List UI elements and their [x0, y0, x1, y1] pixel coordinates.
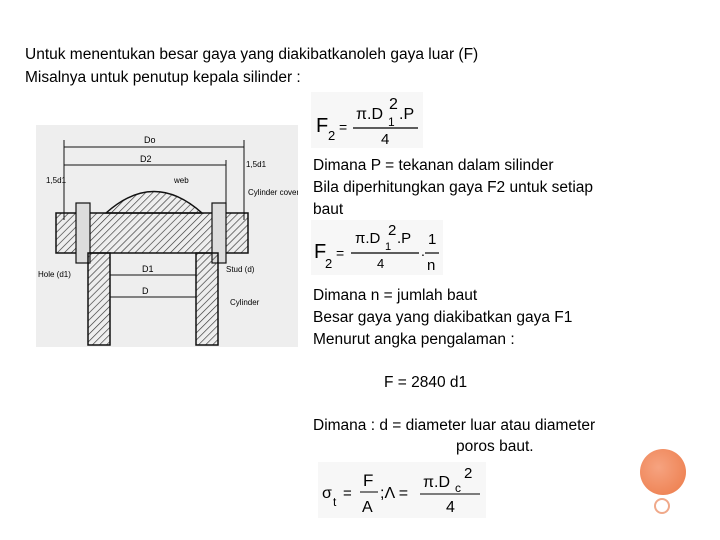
intro-line-1: Untuk menentukan besar gaya yang diakibatkanoleh gaya luar (F): [25, 46, 479, 63]
svg-text:Hole (d1): Hole (d1): [38, 270, 71, 279]
desc1-line-1: Dimana P = tekanan dalam silinder: [313, 157, 554, 174]
svg-text:4: 4: [446, 499, 455, 516]
svg-text:2: 2: [464, 465, 473, 482]
svg-text:=: =: [339, 119, 348, 135]
svg-text:D1: D1: [142, 264, 154, 274]
equation-force-per-bolt: [311, 220, 443, 275]
svg-text:1: 1: [428, 231, 437, 248]
svg-text:n: n: [427, 257, 436, 274]
svg-text:1,5d1: 1,5d1: [246, 160, 267, 169]
svg-text:2: 2: [328, 128, 336, 143]
desc1-line-2: Bila diperhitungkan gaya F2 untuk setiap: [313, 179, 594, 196]
svg-text:π.D: π.D: [355, 230, 381, 247]
empirical-formula: F = 2840 d1: [384, 374, 468, 391]
svg-text:1,5d1: 1,5d1: [46, 176, 67, 185]
svg-text:1: 1: [388, 115, 395, 129]
svg-text:D2: D2: [140, 154, 152, 164]
svg-text:1: 1: [385, 241, 392, 253]
svg-text:Stud (d): Stud (d): [226, 265, 255, 274]
svg-text:2: 2: [389, 96, 398, 113]
svg-text:σ: σ: [322, 485, 332, 502]
svg-text:=: =: [336, 245, 345, 261]
svg-text:π.D: π.D: [356, 106, 384, 123]
svg-text:Cylinder: Cylinder: [230, 298, 260, 307]
svg-text:F: F: [316, 115, 329, 137]
svg-text:=: =: [343, 485, 352, 502]
svg-text:web: web: [174, 176, 189, 185]
desc3-line-2: poros baut.: [456, 438, 534, 455]
intro-line-2: Misalnya untuk penutup kepala silinder :: [25, 69, 301, 86]
desc3-line-1: Dimana : d = diameter luar atau diameter: [313, 417, 596, 434]
desc1-line-3: baut: [313, 201, 344, 218]
svg-text:D: D: [142, 286, 149, 296]
svg-text:F: F: [363, 471, 374, 490]
svg-text:2: 2: [388, 222, 397, 239]
svg-text:4: 4: [377, 256, 385, 271]
decorative-circle-large: [640, 449, 686, 495]
svg-text:A: A: [362, 499, 373, 516]
desc2-line-1: Dimana n = jumlah baut: [313, 287, 478, 304]
svg-text:2: 2: [325, 256, 333, 271]
svg-text:F: F: [314, 241, 327, 263]
svg-text:.P: .P: [397, 230, 412, 247]
decorative-circle-small: [654, 498, 670, 514]
svg-text:c: c: [455, 481, 461, 495]
svg-text:t: t: [333, 495, 337, 509]
equation-stress-area: [318, 462, 486, 518]
svg-text:;Λ =: ;Λ =: [380, 485, 409, 502]
svg-text:.P: .P: [399, 106, 415, 123]
desc2-line-3: Menurut angka pengalaman :: [313, 331, 515, 348]
svg-text:.: .: [421, 243, 425, 259]
equation-force-f2: [311, 92, 423, 148]
svg-text:4: 4: [381, 131, 390, 148]
svg-text:Cylinder cover: Cylinder cover: [248, 188, 298, 197]
svg-text:Do: Do: [144, 135, 156, 145]
svg-text:π.D: π.D: [423, 474, 451, 491]
desc2-line-2: Besar gaya yang diakibatkan gaya F1: [313, 309, 573, 326]
decorative-border: [684, 0, 720, 540]
cylinder-cover-drawing: [36, 125, 298, 347]
